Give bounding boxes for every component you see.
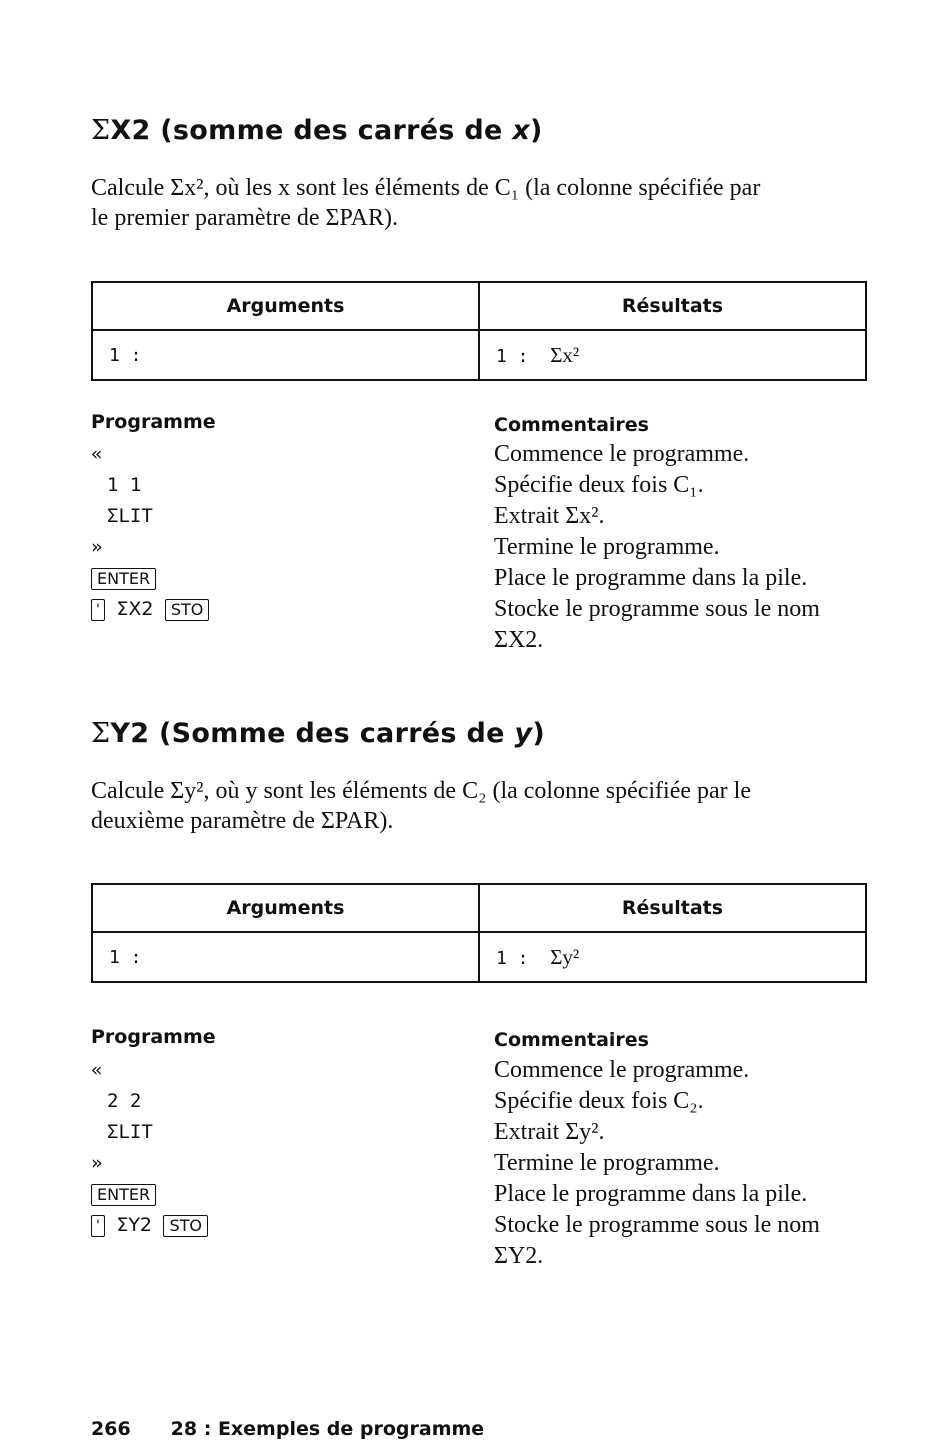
comment-line: Termine le programme. — [494, 534, 720, 560]
result-cell — [479, 330, 866, 380]
title-end: ) — [532, 718, 545, 749]
quote-key: ' — [91, 1215, 105, 1237]
enter-key: ENTER — [91, 1184, 156, 1206]
comment-line: Spécifie deux fois C₁. — [494, 472, 704, 498]
comment-line: Place le programme dans la pile. — [494, 565, 808, 591]
program-open: « — [91, 1059, 103, 1081]
comment-line: Commence le programme. — [494, 1057, 750, 1083]
sto-key: STO — [165, 599, 210, 621]
arguments-results-table — [91, 883, 867, 983]
page-footer — [91, 1418, 484, 1440]
program-name: ΣY2 — [116, 1214, 153, 1236]
store-keystrokes — [91, 594, 471, 625]
program-listing — [91, 1055, 471, 1241]
arguments-results-table — [91, 281, 867, 381]
result-level: 1 : — [496, 345, 529, 367]
result-cell — [479, 932, 866, 982]
enter-key: ENTER — [91, 568, 156, 590]
title-variable: x — [512, 115, 531, 146]
program-listing — [91, 439, 471, 625]
program-name: ΣX2 — [116, 598, 154, 620]
results-header: Résultats — [479, 884, 866, 932]
comment-line: Spécifie deux fois C₂. — [494, 1088, 704, 1114]
section-title-sigma-y2 — [91, 718, 545, 749]
comment-line: Termine le programme. — [494, 1150, 720, 1176]
title-text: X2 (somme des carrés de — [110, 115, 513, 146]
comment-line: Stocke le programme sous le nom — [494, 1212, 820, 1238]
program-close: » — [91, 536, 103, 558]
comment-line: ΣX2. — [494, 627, 544, 653]
program-line: 1 1 — [107, 474, 142, 496]
page-number: 266 — [91, 1418, 131, 1440]
enter-keystroke — [91, 1179, 471, 1210]
section-intro — [91, 173, 871, 233]
program-open: « — [91, 443, 103, 465]
result-level: 1 : — [496, 947, 529, 969]
argument-cell: 1 : — [92, 330, 479, 380]
comments-header: Commentaires — [494, 414, 649, 436]
program-header: Programme — [91, 1026, 216, 1048]
result-value: Σy² — [550, 944, 580, 969]
comment-line: Stocke le programme sous le nom — [494, 596, 820, 622]
program-line: ΣLIT — [107, 1121, 153, 1143]
result-value: Σx² — [550, 342, 580, 367]
quote-key: ' — [91, 599, 105, 621]
title-end: ) — [530, 115, 543, 146]
comment-line: ΣY2. — [494, 1243, 544, 1269]
arguments-header: Arguments — [92, 282, 479, 330]
comments-list — [494, 439, 874, 656]
intro-line: Calcule Σx², où les x sont les éléments de C₁ (la colonne spécifiée par — [91, 175, 761, 201]
comments-header: Commentaires — [494, 1029, 649, 1051]
comment-line: Extrait Σx². — [494, 503, 605, 529]
arguments-header: Arguments — [92, 884, 479, 932]
comment-line: Place le programme dans la pile. — [494, 1181, 808, 1207]
program-line: 2 2 — [107, 1090, 142, 1112]
program-line: ΣLIT — [107, 505, 153, 527]
chapter-title: 28 : Exemples de programme — [170, 1418, 485, 1440]
program-header: Programme — [91, 411, 216, 433]
section-intro — [91, 776, 871, 836]
sto-key: STO — [163, 1215, 208, 1237]
intro-line: Calcule Σy², où y sont les éléments de C₂ (la colonne spécifiée par le — [91, 778, 751, 804]
title-text: Y2 (Somme des carrés de — [110, 718, 515, 749]
store-keystrokes — [91, 1210, 471, 1241]
intro-line: le premier paramètre de ΣPAR). — [91, 205, 398, 231]
comment-line: Extrait Σy². — [494, 1119, 605, 1145]
results-header: Résultats — [479, 282, 866, 330]
comments-list — [494, 1055, 874, 1272]
enter-keystroke — [91, 563, 471, 594]
comment-line: Commence le programme. — [494, 441, 750, 467]
argument-cell: 1 : — [92, 932, 479, 982]
program-close: » — [91, 1152, 103, 1174]
title-variable: y — [514, 718, 533, 749]
sigma-symbol: Σ — [91, 115, 111, 146]
sigma-symbol: Σ — [91, 718, 111, 749]
intro-line: deuxième paramètre de ΣPAR). — [91, 808, 394, 834]
section-title-sigma-x2 — [91, 115, 543, 146]
